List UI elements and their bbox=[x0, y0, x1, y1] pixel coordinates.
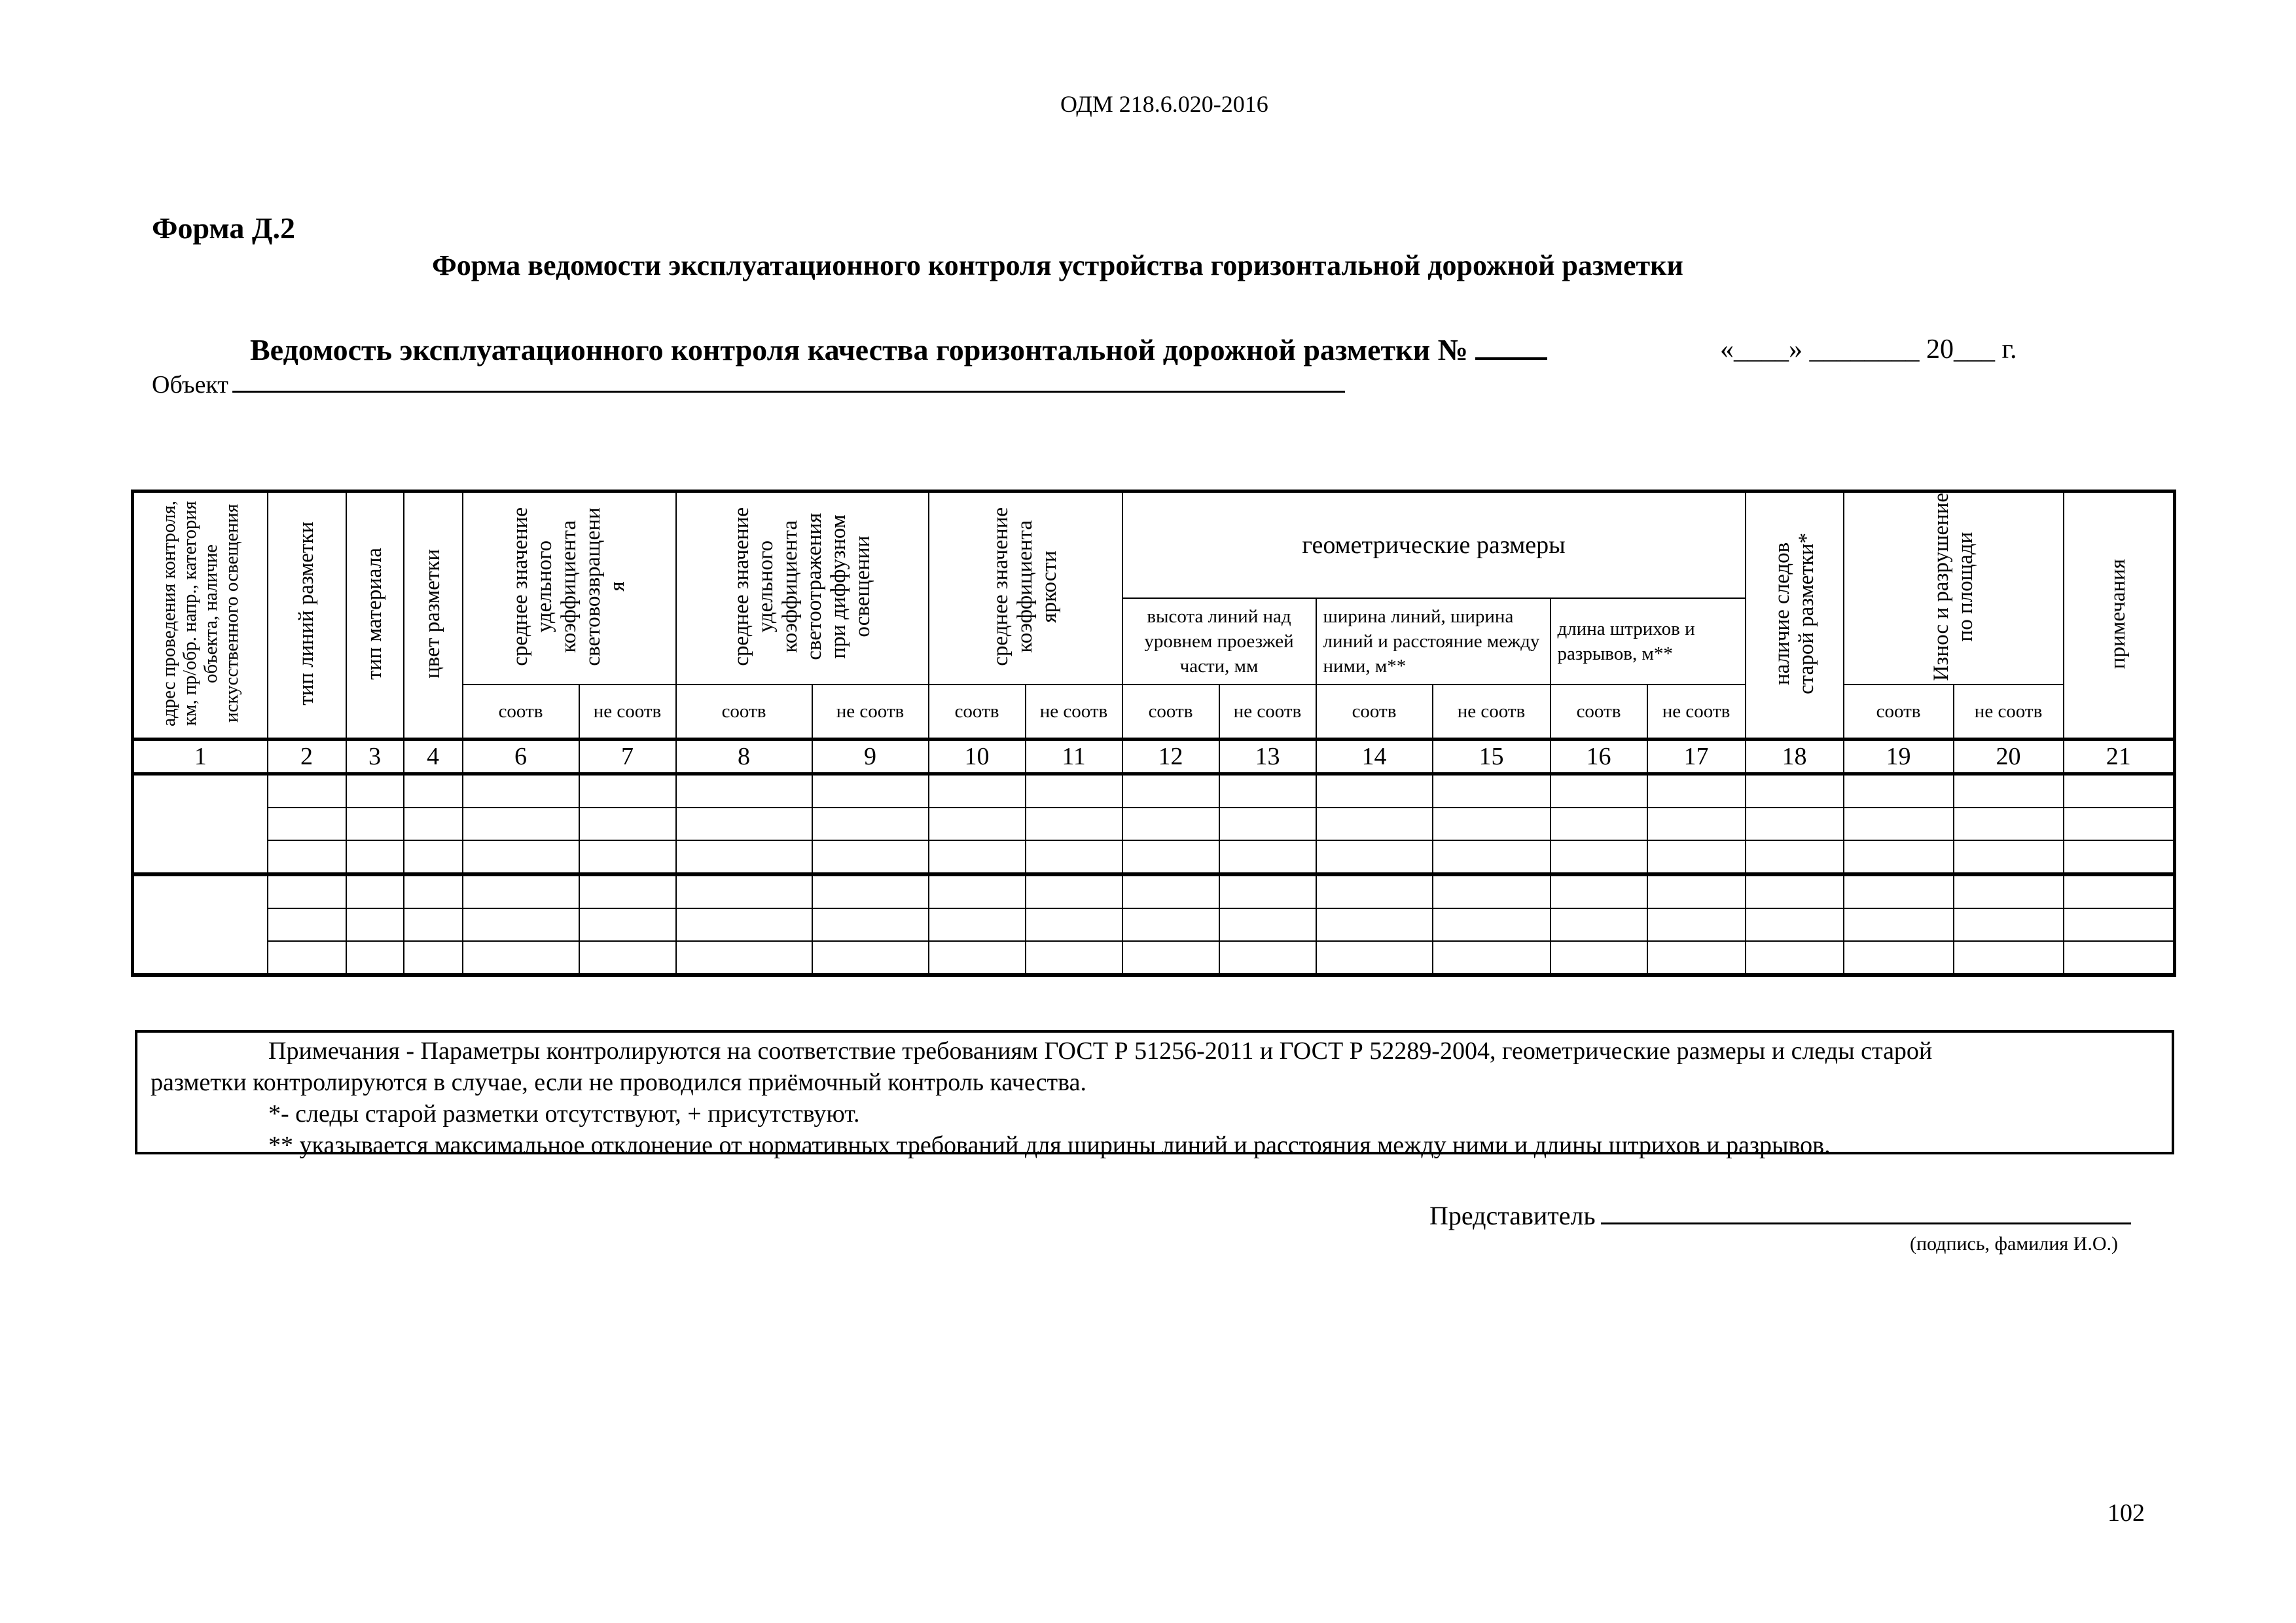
data-cell[interactable] bbox=[1219, 808, 1316, 840]
data-cell[interactable] bbox=[1219, 840, 1316, 874]
object-input-line[interactable] bbox=[232, 371, 1345, 393]
data-cell[interactable] bbox=[1122, 908, 1219, 941]
data-cell[interactable] bbox=[676, 840, 812, 874]
statement-title bbox=[250, 331, 1547, 367]
data-cell[interactable] bbox=[1954, 774, 2064, 808]
data-cell[interactable] bbox=[929, 874, 1026, 908]
header-retroreflection-text: среднее значение удельного коэффициента световозвращени я bbox=[509, 507, 629, 667]
object-field bbox=[152, 370, 1345, 399]
data-cell[interactable] bbox=[1551, 774, 1647, 808]
data-cell[interactable] bbox=[1954, 908, 2064, 941]
data-cell[interactable] bbox=[579, 808, 676, 840]
data-cell[interactable] bbox=[1647, 808, 1746, 840]
data-cell[interactable] bbox=[676, 774, 812, 808]
data-cell[interactable] bbox=[404, 840, 463, 874]
data-cell[interactable] bbox=[346, 808, 404, 840]
header-material bbox=[346, 491, 404, 740]
data-cell[interactable] bbox=[1551, 840, 1647, 874]
data-cell[interactable] bbox=[463, 908, 579, 941]
column-number: 20 bbox=[1954, 740, 2064, 774]
data-cell[interactable] bbox=[404, 908, 463, 941]
data-cell[interactable] bbox=[1026, 908, 1122, 941]
data-cell[interactable] bbox=[268, 774, 346, 808]
header-wear bbox=[1844, 491, 2064, 685]
column-number: 8 bbox=[676, 740, 812, 774]
representative-field bbox=[1429, 1200, 2131, 1231]
data-cell[interactable] bbox=[2064, 840, 2175, 874]
data-cell[interactable] bbox=[1647, 874, 1746, 908]
data-cell[interactable] bbox=[1844, 908, 1954, 941]
data-cell[interactable] bbox=[1954, 840, 2064, 874]
data-cell[interactable] bbox=[1954, 874, 2064, 908]
header-address bbox=[133, 491, 268, 740]
data-cell[interactable] bbox=[463, 774, 579, 808]
data-cell[interactable] bbox=[2064, 774, 2175, 808]
header-line-width: ширина линий, ширина линий и расстояние между ними, м** bbox=[1316, 598, 1551, 685]
data-cell[interactable] bbox=[404, 874, 463, 908]
data-cell[interactable] bbox=[1219, 874, 1316, 908]
data-cell[interactable] bbox=[676, 908, 812, 941]
header-line-type-text: тип линий разметки bbox=[295, 522, 318, 706]
header-notes bbox=[2064, 491, 2175, 740]
note-line-2: разметки контролируются в случае, если не проводился приёмочный контроль качества. bbox=[151, 1069, 1086, 1096]
data-cell[interactable] bbox=[268, 908, 346, 941]
data-cell[interactable] bbox=[1746, 808, 1844, 840]
data-cell[interactable] bbox=[1844, 840, 1954, 874]
data-cell[interactable] bbox=[929, 774, 1026, 808]
header-luminance-text: среднее значение коэффициента яркости bbox=[989, 507, 1061, 667]
document-code: ОДМ 218.6.020-2016 bbox=[1060, 91, 1268, 117]
label-not-ok: не соотв bbox=[579, 685, 676, 740]
column-number: 3 bbox=[346, 740, 404, 774]
data-cell[interactable] bbox=[929, 840, 1026, 874]
column-number: 21 bbox=[2064, 740, 2175, 774]
data-cell[interactable] bbox=[676, 808, 812, 840]
data-row bbox=[133, 874, 2175, 908]
label-not-ok: не соотв bbox=[1954, 685, 2064, 740]
representative-label: Представитель bbox=[1429, 1201, 1596, 1230]
header-old-marks-text: наличие следов старой разметки* bbox=[1770, 533, 1818, 695]
inspection-table bbox=[131, 490, 2176, 977]
data-cell[interactable] bbox=[1746, 908, 1844, 941]
label-ok: соотв bbox=[1316, 685, 1433, 740]
data-cell[interactable] bbox=[2064, 874, 2175, 908]
data-cell[interactable] bbox=[1551, 808, 1647, 840]
data-cell[interactable] bbox=[404, 774, 463, 808]
data-cell[interactable] bbox=[463, 874, 579, 908]
data-cell[interactable] bbox=[268, 874, 346, 908]
data-cell[interactable] bbox=[929, 908, 1026, 941]
column-number: 19 bbox=[1844, 740, 1954, 774]
data-row bbox=[133, 840, 2175, 874]
label-not-ok: не соотв bbox=[1026, 685, 1122, 740]
column-number: 15 bbox=[1433, 740, 1551, 774]
statement-number-field[interactable] bbox=[1475, 331, 1547, 360]
data-cell[interactable] bbox=[346, 941, 404, 975]
column-number: 18 bbox=[1746, 740, 1844, 774]
representative-hint: (подпись, фамилия И.О.) bbox=[1910, 1233, 2118, 1255]
date-field[interactable]: «____» ________ 20___ г. bbox=[1720, 334, 2017, 365]
address-cell[interactable] bbox=[133, 774, 268, 875]
data-cell[interactable] bbox=[1122, 874, 1219, 908]
column-number: 2 bbox=[268, 740, 346, 774]
data-cell[interactable] bbox=[1026, 840, 1122, 874]
note-line-3: *- следы старой разметки отсутствуют, + присутствуют. bbox=[268, 1100, 860, 1128]
data-cell[interactable] bbox=[1316, 774, 1433, 808]
label-ok: соотв bbox=[676, 685, 812, 740]
header-notes-text: примечания bbox=[2106, 558, 2130, 669]
data-cell[interactable] bbox=[1316, 941, 1433, 975]
label-not-ok: не соотв bbox=[1433, 685, 1551, 740]
data-cell[interactable] bbox=[1433, 874, 1551, 908]
data-cell[interactable] bbox=[1746, 874, 1844, 908]
data-cell[interactable] bbox=[1122, 840, 1219, 874]
data-cell[interactable] bbox=[1026, 774, 1122, 808]
label-not-ok: не соотв bbox=[1647, 685, 1746, 740]
data-cell[interactable] bbox=[1122, 774, 1219, 808]
data-cell[interactable] bbox=[812, 774, 929, 808]
representative-signature-line[interactable] bbox=[1601, 1200, 2131, 1224]
data-cell[interactable] bbox=[1746, 840, 1844, 874]
address-cell[interactable] bbox=[133, 874, 268, 975]
data-cell[interactable] bbox=[579, 908, 676, 941]
data-cell[interactable] bbox=[463, 941, 579, 975]
data-cell[interactable] bbox=[2064, 941, 2175, 975]
column-number: 13 bbox=[1219, 740, 1316, 774]
note-line-4: ** указывается максимальное отклонение от нормативных требований для ширины линий и расстояния между ними и длины штрихов и разрывов. bbox=[268, 1132, 1831, 1159]
data-cell[interactable] bbox=[1122, 941, 1219, 975]
data-cell[interactable] bbox=[1122, 808, 1219, 840]
column-number: 14 bbox=[1316, 740, 1433, 774]
object-label: Объект bbox=[152, 371, 228, 399]
data-cell[interactable] bbox=[676, 941, 812, 975]
data-cell[interactable] bbox=[579, 774, 676, 808]
data-cell[interactable] bbox=[812, 808, 929, 840]
data-cell[interactable] bbox=[1844, 874, 1954, 908]
label-ok: соотв bbox=[929, 685, 1026, 740]
header-material-text: тип материала bbox=[363, 547, 386, 680]
data-cell[interactable] bbox=[812, 908, 929, 941]
column-number: 9 bbox=[812, 740, 929, 774]
data-cell[interactable] bbox=[2064, 908, 2175, 941]
column-number-row bbox=[133, 740, 2175, 774]
data-cell[interactable] bbox=[1026, 874, 1122, 908]
header-color-text: цвет разметки bbox=[421, 548, 444, 679]
header-diffuse bbox=[676, 491, 929, 685]
data-cell[interactable] bbox=[1551, 874, 1647, 908]
data-cell[interactable] bbox=[1551, 908, 1647, 941]
column-number: 16 bbox=[1551, 740, 1647, 774]
data-cell[interactable] bbox=[346, 908, 404, 941]
form-label: Форма Д.2 bbox=[152, 211, 296, 245]
data-cell[interactable] bbox=[463, 840, 579, 874]
data-cell[interactable] bbox=[1647, 941, 1746, 975]
data-cell[interactable] bbox=[1844, 774, 1954, 808]
note-line-1: Примечания - Параметры контролируются на соответствие требованиям ГОСТ Р 51256-2011 и ГОСТ Р 52289-2004, геометрические размеры и следы старой bbox=[268, 1037, 1933, 1065]
data-cell[interactable] bbox=[1551, 941, 1647, 975]
data-cell[interactable] bbox=[1433, 941, 1551, 975]
data-cell[interactable] bbox=[1433, 808, 1551, 840]
data-row bbox=[133, 908, 2175, 941]
data-cell[interactable] bbox=[1647, 908, 1746, 941]
header-diffuse-text: среднее значение удельного коэффициента светоотражения при диффузном освещении bbox=[729, 507, 874, 667]
data-cell[interactable] bbox=[812, 840, 929, 874]
data-cell[interactable] bbox=[579, 874, 676, 908]
data-row bbox=[133, 941, 2175, 975]
data-cell[interactable] bbox=[1316, 840, 1433, 874]
data-cell[interactable] bbox=[463, 808, 579, 840]
data-cell[interactable] bbox=[1954, 941, 2064, 975]
header-line-type bbox=[268, 491, 346, 740]
data-cell[interactable] bbox=[268, 808, 346, 840]
notes-box bbox=[135, 1030, 2174, 1159]
column-number: 4 bbox=[404, 740, 463, 774]
data-cell[interactable] bbox=[1219, 774, 1316, 808]
data-cell[interactable] bbox=[1433, 774, 1551, 808]
data-cell[interactable] bbox=[1844, 941, 1954, 975]
header-old-marks bbox=[1746, 491, 1844, 740]
data-cell[interactable] bbox=[1433, 908, 1551, 941]
data-cell[interactable] bbox=[579, 840, 676, 874]
data-row bbox=[133, 774, 2175, 808]
data-cell[interactable] bbox=[1433, 840, 1551, 874]
header-geometry: геометрические размеры bbox=[1122, 491, 1746, 599]
data-cell[interactable] bbox=[1316, 908, 1433, 941]
column-number: 11 bbox=[1026, 740, 1122, 774]
column-number: 1 bbox=[133, 740, 268, 774]
data-cell[interactable] bbox=[1746, 941, 1844, 975]
column-number: 17 bbox=[1647, 740, 1746, 774]
data-cell[interactable] bbox=[1026, 941, 1122, 975]
data-cell[interactable] bbox=[1316, 808, 1433, 840]
column-number: 10 bbox=[929, 740, 1026, 774]
data-cell[interactable] bbox=[676, 874, 812, 908]
column-number: 12 bbox=[1122, 740, 1219, 774]
header-retroreflection bbox=[463, 491, 676, 685]
column-number: 6 bbox=[463, 740, 579, 774]
data-cell[interactable] bbox=[812, 941, 929, 975]
page-number: 102 bbox=[2108, 1499, 2145, 1527]
data-cell[interactable] bbox=[1219, 908, 1316, 941]
statement-title-text: Ведомость эксплуатационного контроля качества горизонтальной дорожной разметки № bbox=[250, 333, 1468, 366]
data-cell[interactable] bbox=[929, 941, 1026, 975]
data-row bbox=[133, 808, 2175, 840]
header-line-height: высота линий над уровнем проезжей части, мм bbox=[1122, 598, 1316, 685]
data-cell[interactable] bbox=[268, 941, 346, 975]
data-cell[interactable] bbox=[1746, 774, 1844, 808]
label-ok: соотв bbox=[1551, 685, 1647, 740]
data-cell[interactable] bbox=[579, 941, 676, 975]
data-cell[interactable] bbox=[404, 808, 463, 840]
data-cell[interactable] bbox=[346, 774, 404, 808]
form-title: Форма ведомости эксплуатационного контроля устройства горизонтальной дорожной разметки bbox=[432, 249, 1683, 281]
data-cell[interactable] bbox=[1647, 774, 1746, 808]
data-cell[interactable] bbox=[1844, 808, 1954, 840]
header-color bbox=[404, 491, 463, 740]
data-cell[interactable] bbox=[1316, 874, 1433, 908]
header-address-text: адрес проведения контроля, км, пр/обр. напр., категория объекта, наличие искусственного освещения bbox=[158, 501, 243, 727]
data-cell[interactable] bbox=[1026, 808, 1122, 840]
label-not-ok: не соотв bbox=[812, 685, 929, 740]
data-cell[interactable] bbox=[929, 808, 1026, 840]
data-cell[interactable] bbox=[404, 941, 463, 975]
data-cell[interactable] bbox=[346, 874, 404, 908]
column-number: 7 bbox=[579, 740, 676, 774]
header-wear-text: Износ и разрушение по площади bbox=[1929, 493, 1977, 681]
data-cell[interactable] bbox=[346, 840, 404, 874]
header-luminance bbox=[929, 491, 1122, 685]
data-cell[interactable] bbox=[268, 840, 346, 874]
data-cell[interactable] bbox=[1647, 840, 1746, 874]
header-dash-length: длина штрихов и разрывов, м** bbox=[1551, 598, 1746, 685]
data-cell[interactable] bbox=[812, 874, 929, 908]
data-cell[interactable] bbox=[1954, 808, 2064, 840]
label-not-ok: не соотв bbox=[1219, 685, 1316, 740]
label-ok: соотв bbox=[1844, 685, 1954, 740]
label-ok: соотв bbox=[1122, 685, 1219, 740]
data-cell[interactable] bbox=[2064, 808, 2175, 840]
label-ok: соотв bbox=[463, 685, 579, 740]
data-cell[interactable] bbox=[1219, 941, 1316, 975]
